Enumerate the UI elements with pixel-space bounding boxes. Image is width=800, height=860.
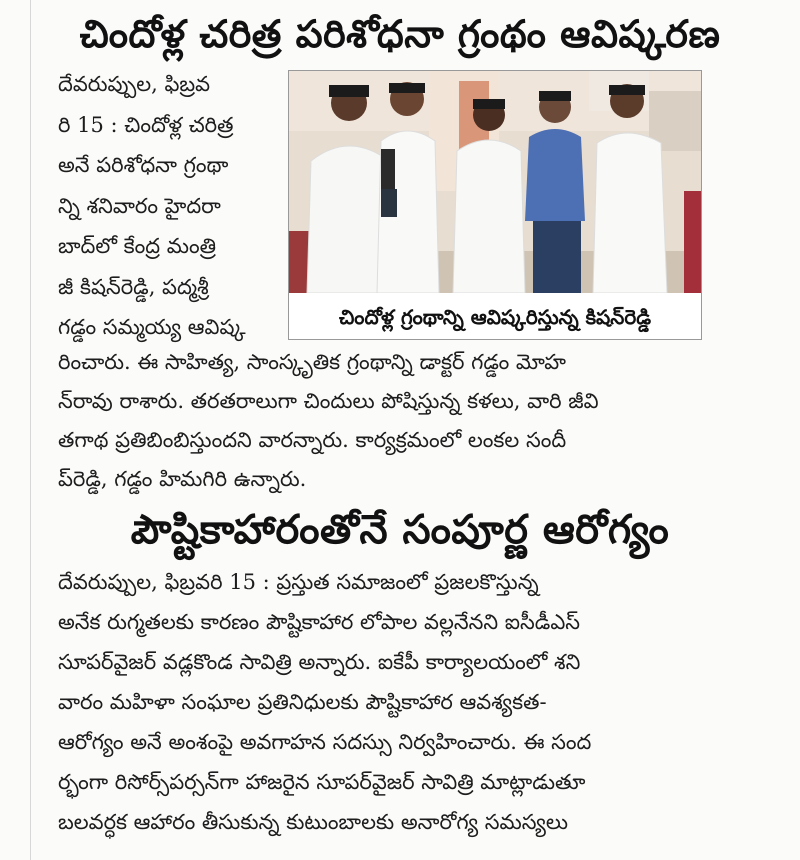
article2-body <box>58 562 718 842</box>
article1-wide-column <box>58 343 698 499</box>
article1-line: న్ని శనివారం హైదరా <box>58 193 221 218</box>
article2-line: సూపర్‌వైజర్ వడ్లకొండ సావిత్రి అన్నారు. ఐకేపీ కార్యాలయంలో శని <box>58 650 581 674</box>
article1-line: రించారు. ఈ సాహిత్య, సాంస్కృతిక గ్రంథాన్ని డాక్టర్ గడ్డం మోహ <box>58 350 566 374</box>
article2-line: వారం మహిళా సంఘాల ప్రతినిధులకు పౌష్టికాహార ఆవశ్యకత- <box>58 690 547 714</box>
article1-line: తగాథ ప్రతిబింబిస్తుందని వారన్నారు. కార్యక్రమంలో లంకల సందీ <box>58 428 567 452</box>
article2-headline: పౌష్టికాహారంతోనే సంపూర్ణ ఆరోగ్యం <box>130 507 670 553</box>
article2-line: దేవరుప్పుల, ఫిబ్రవరి 15 : ప్రస్తుత సమాజంలో ప్రజలకొస్తున్న <box>58 570 539 594</box>
article1-line: బాద్‌లో కేంద్ర మంత్రి <box>58 234 217 258</box>
column-rule <box>30 0 31 860</box>
article1-narrow-column <box>58 64 273 348</box>
article1-line: రి 15 : చిందోళ్ల చరిత్ర <box>58 112 234 137</box>
article2-line: ర్భంగా రిసోర్స్‌పర్సన్‌గా హాజరైన సూపర్‌వైజర్ సావిత్రి మాట్లాడుతూ <box>58 770 586 794</box>
article1-line: గడ్డం సమ్మయ్య ఆవిష్క <box>58 315 246 339</box>
article2-line: ఆరోగ్యం అనే అంశంపై అవగాహన సదస్సు నిర్వహించారు. ఈ సంద <box>58 730 592 754</box>
news-photo-box <box>288 70 702 340</box>
article2-line: అనేక రుగ్మతలకు కారణం పౌష్టికాహార లోపాల వల్లనేనని ఐసీడీఎస్ <box>58 610 580 634</box>
article1-line: అనే పరిశోధనా గ్రంథా <box>58 153 229 177</box>
article1-line: ప్‌రెడ్డి, గడ్డం హిమగిరి ఉన్నారు. <box>58 467 307 491</box>
news-photo <box>289 71 701 293</box>
article1-line: న్‌రావు రాశారు. తరతరాలుగా చిందులు పోషిస్తున్న కళలు, వారి జీవి <box>58 389 599 413</box>
article2-line: బలవర్ధక ఆహారం తీసుకున్న కుటుంబాలకు అనారోగ్య సమస్యలు <box>58 810 569 834</box>
article1-line: దేవరుప్పుల, ఫిబ్రవ <box>58 72 211 96</box>
group-photo-illustration <box>289 71 701 293</box>
article1-line: జీ కిషన్‌రెడ్డి, పద్మశ్రీ <box>58 274 209 299</box>
photo-caption: చిందోళ్ల గ్రంథాన్ని ఆవిష్కరిస్తున్న కిషన్‌రెడ్డి <box>338 305 651 329</box>
article1-headline: చిందోళ్ల చరిత్ర పరిశోధనా గ్రంథం ఆవిష్కరణ <box>79 12 721 56</box>
